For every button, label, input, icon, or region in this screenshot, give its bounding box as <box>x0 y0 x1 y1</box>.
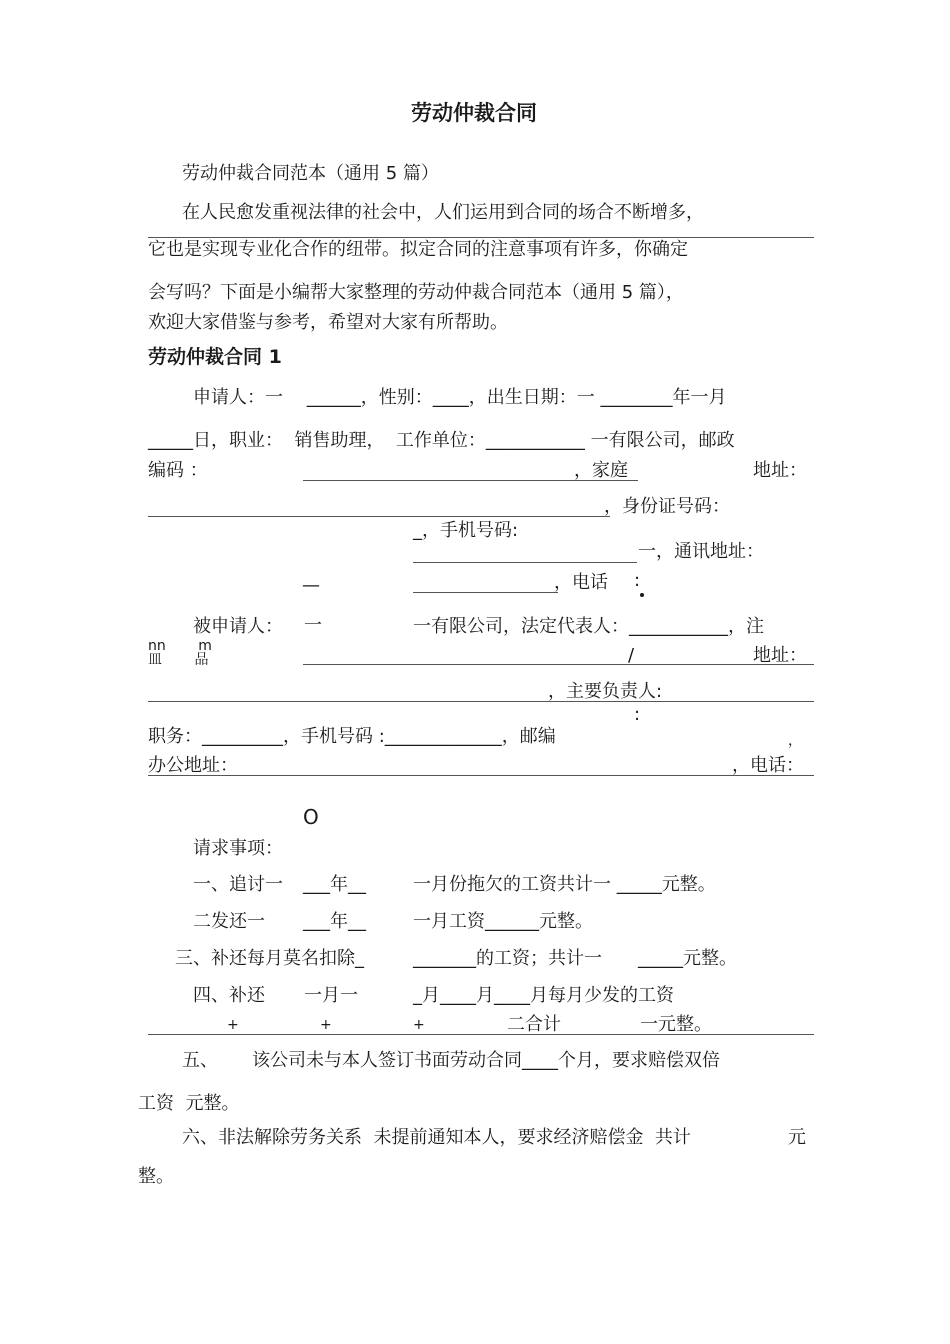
plus-mark: + <box>320 1017 332 1033</box>
section-heading: 劳动仲裁合同 1 <box>148 346 282 368</box>
office-address-label: 办公地址： <box>148 755 238 776</box>
claim-4-b: 一月一 <box>304 985 358 1006</box>
underline <box>148 516 610 517</box>
reg-fragment-bottom: 皿 品 <box>148 652 209 668</box>
document-title: 劳动仲裁合同 <box>411 101 537 125</box>
slash-mark: / <box>628 645 635 666</box>
dash-mark: — <box>302 575 320 596</box>
claim-4-end: 一元整。 <box>640 1014 712 1035</box>
phone-label: ，电话 <box>554 572 608 593</box>
respondent-line-1: 一有限公司，法定代表人：___________，注 <box>413 616 764 637</box>
address-label: 地址： <box>753 460 807 481</box>
postcode-label: 编码 ： <box>148 460 208 481</box>
colon-mark: : <box>634 704 641 725</box>
dot-mark <box>640 593 644 597</box>
claim-5-c: 工资 元整。 <box>138 1093 240 1114</box>
phone-label: ，电话： <box>732 755 804 776</box>
underline <box>413 592 558 593</box>
claim-3-c: _____元整。 <box>638 948 737 969</box>
claim-1-c: 一月份拖欠的工资共计一 _____元整。 <box>413 874 716 895</box>
claim-4-c: _月____月____月每月少发的工资 <box>413 985 674 1006</box>
address-label: 地址： <box>753 645 807 666</box>
claim-1-b: ___年__ <box>303 874 366 895</box>
colon-mark: : <box>634 570 641 591</box>
claim-1-a: 一、追讨一 <box>193 874 283 895</box>
claim-3-a: 三、补还每月莫名扣除_ <box>175 948 364 969</box>
applicant-line-1: 申请人：一 ______，性别：____，出生日期：一 ________年一月 <box>193 387 727 408</box>
document-subtitle: 劳动仲裁合同范本（通用 5 篇） <box>182 163 439 184</box>
intro-line-3: 会写吗？下面是小编帮大家整理的劳动仲裁合同范本（通用 5 篇）， <box>148 282 684 303</box>
principal-label: ，主要负责人: <box>548 681 663 702</box>
divider <box>148 1034 814 1035</box>
claim-2-b: ___年__ <box>303 911 366 932</box>
letter-o-mark: O <box>303 805 319 829</box>
mail-address-label: 一，通讯地址： <box>638 541 764 562</box>
claim-6-c: 整。 <box>138 1166 174 1187</box>
underline <box>413 562 637 563</box>
mobile-label: _，手机号码: <box>413 520 519 541</box>
dash-mark: 一 <box>304 615 322 636</box>
claim-4-total: 二合计 <box>507 1014 561 1035</box>
intro-line-1: 在人民愈发重视法律的社会中，人们运用到合同的场合不断增多， <box>182 202 704 223</box>
intro-line-2: 它也是实现专业化合作的纽带。拟定合同的注意事项有许多，你确定 <box>148 239 688 260</box>
underline <box>303 664 814 665</box>
comma-mark: ， <box>788 733 802 749</box>
claim-6-b: 元 <box>788 1127 806 1148</box>
underline <box>148 701 814 702</box>
position-line: 职务：_________，手机号码 :_____________，邮编 <box>148 726 556 747</box>
plus-mark: + <box>227 1017 239 1033</box>
claim-5-a: 五、 <box>182 1050 218 1071</box>
id-label: ，身份证号码： <box>604 496 730 517</box>
claim-3-b: _______的工资；共计一 <box>413 948 602 969</box>
claim-5-b: 该公司未与本人签订书面劳动合同____个月，要求赔偿双倍 <box>252 1050 720 1071</box>
respondent-label: 被申请人： <box>193 616 283 637</box>
claim-2-a: 二发还一 <box>193 911 265 932</box>
applicant-line-2: _____日，职业： 销售助理， 工作单位：___________ 一有限公司，邮政 <box>148 430 735 451</box>
plus-mark: + <box>413 1017 425 1033</box>
intro-line-4: 欢迎大家借鉴与参考，希望对大家有所帮助。 <box>148 312 508 333</box>
claim-4-a: 四、补还 <box>193 985 265 1006</box>
underline <box>148 775 814 776</box>
claim-6-a: 六、非法解除劳务关系 未提前通知本人，要求经济赔偿金 共计 <box>182 1127 691 1148</box>
reg-fragment-top: nn m <box>148 638 212 654</box>
claim-2-c: 一月工资______元整。 <box>413 911 593 932</box>
home-label: ，家庭 <box>574 460 628 481</box>
divider <box>148 237 814 238</box>
claims-label: 请求事项： <box>193 838 283 859</box>
